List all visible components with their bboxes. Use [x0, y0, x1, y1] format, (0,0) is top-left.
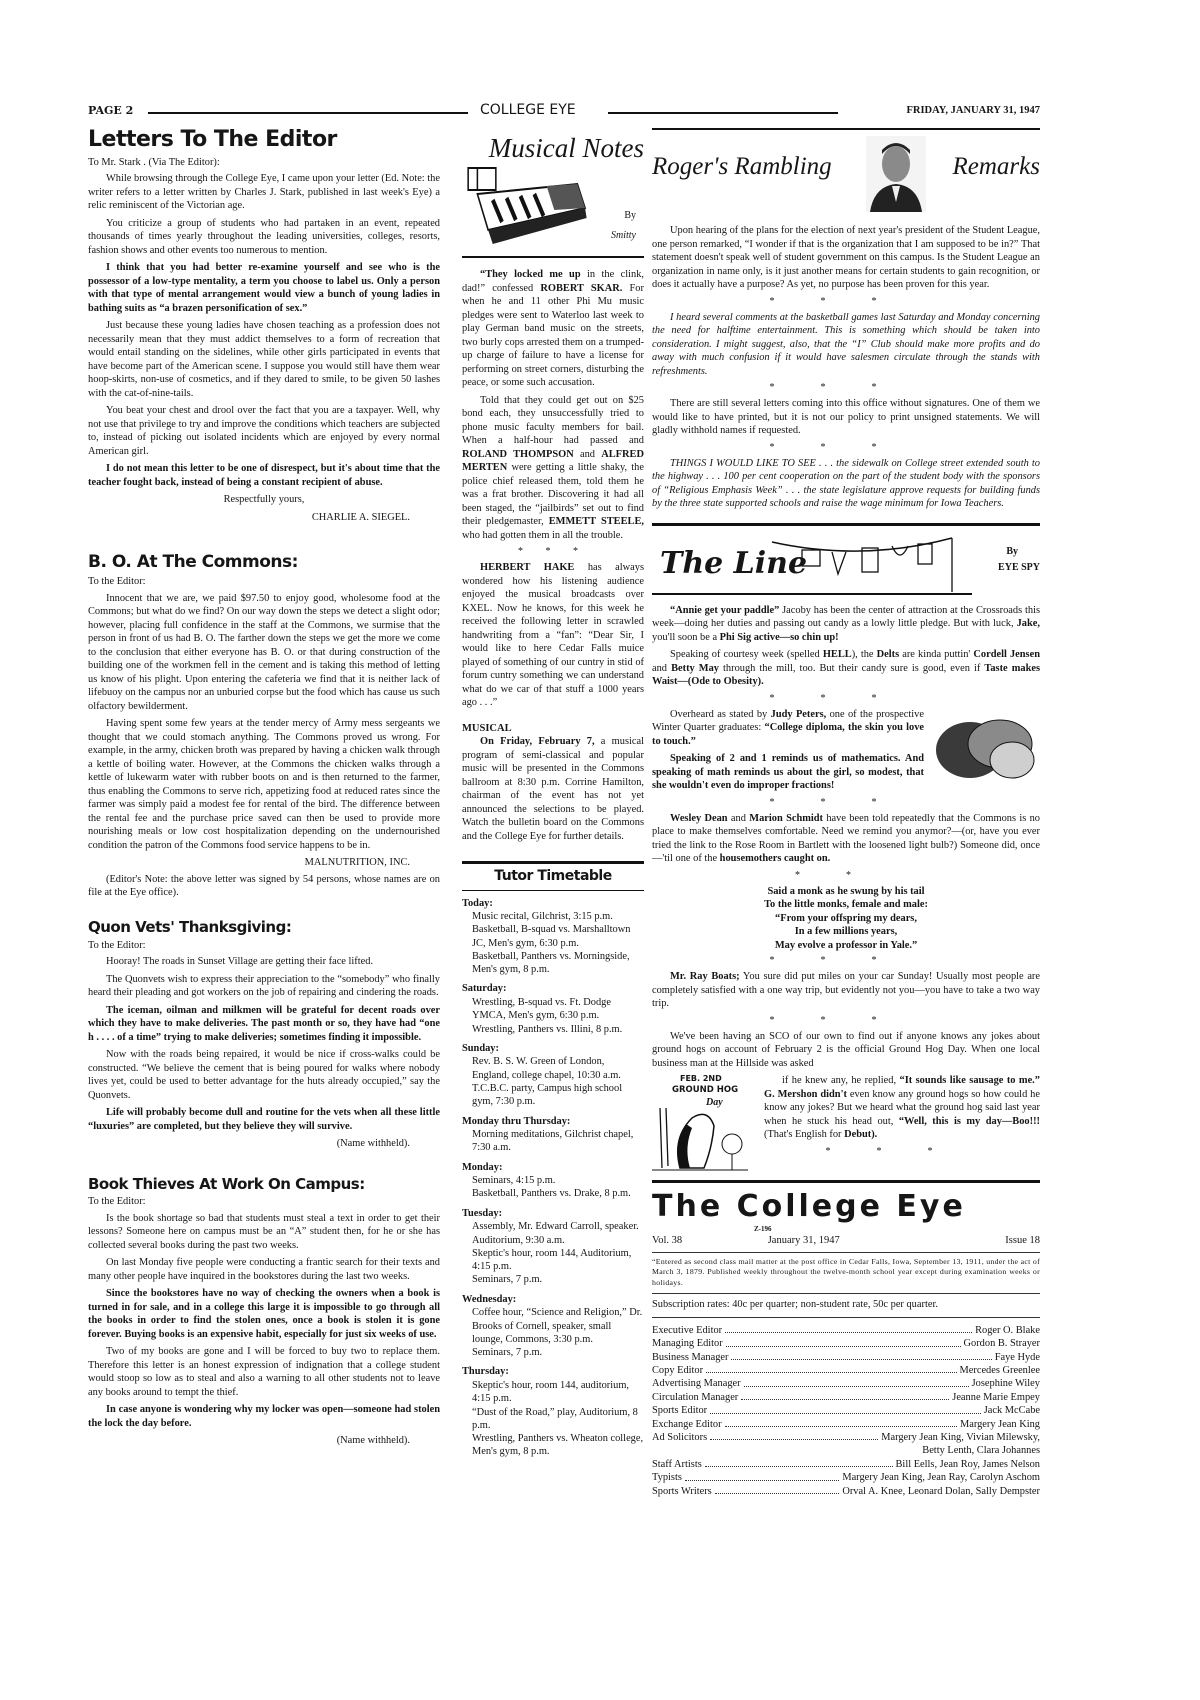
column-body-5 — [652, 1030, 1040, 1071]
poem-line: “From your offspring my dears, — [775, 912, 917, 924]
text-run: You criticize a group of students who had partaken in an event, repeated thousands of times yearly throughout the leading universities, colleges, resorts, fashion shows and other events too numerous to mention. — [88, 217, 440, 256]
bold-text: Taste makes Waist—(Ode to Obesity). — [652, 662, 1041, 687]
staff-role: Circulation Manager — [652, 1391, 739, 1403]
separator-stars: *** — [825, 1145, 979, 1157]
timetable-event: Wrestling, Panthers vs. Illini, 8 p.m. — [472, 1023, 623, 1035]
column-body-4 — [652, 970, 1040, 1011]
staff-role: Advertising Manager — [652, 1378, 741, 1390]
staff-row — [652, 1351, 1040, 1364]
text-run: While browsing through the College Eye, I came upon your letter (Ed. Note: the writer refers to a letter written by Charles J. Stark, published in last week's Eye) a relic reminiscent of the Victorian age. — [88, 173, 440, 211]
subheading-musical: MUSICAL — [462, 722, 512, 734]
separator-stars: *** — [769, 1014, 923, 1026]
dot-leader — [710, 1431, 878, 1440]
poem-line: To the little monks, female and male: — [764, 899, 928, 910]
separator-stars: *** — [769, 692, 923, 704]
timetable-event: Skeptic's hour, room 144, Auditorium, 4:15 p.m. — [472, 1247, 632, 1273]
text-run: if he knew any, he replied, — [782, 1075, 900, 1086]
bold-text: I do not mean this letter to be one of disrespect, but it's about time that the teacher fought back, instead of being a constant recipient of abuse. — [88, 463, 440, 488]
column-body-3 — [652, 812, 1040, 866]
staff-role: Executive Editor — [652, 1324, 723, 1336]
right-column — [652, 128, 1040, 1498]
staff-row — [652, 1485, 1040, 1498]
staff-role: Typists — [652, 1472, 682, 1484]
timetable-event: Basketball, Panthers vs. Drake, 8 p.m. — [472, 1188, 631, 1200]
paragraph — [88, 319, 440, 400]
column-body-2 — [462, 561, 644, 710]
timetable-event: Music recital, Gilchrist, 3:15 p.m. — [472, 911, 613, 922]
paragraph — [88, 172, 440, 213]
rogers-rambling-remarks — [652, 128, 1040, 515]
staff-name: Josephine Wiley — [971, 1378, 1040, 1390]
text-run: you'll soon be a — [652, 631, 720, 643]
masthead — [652, 1189, 1040, 1498]
staff-role: Exchange Editor — [652, 1418, 722, 1430]
bold-text: Judy Peters, — [770, 708, 827, 720]
timetable-event: Seminars, 4:15 p.m. — [472, 1175, 556, 1187]
italic-text: I heard several comments at the basketball games last Saturday and Monday concerning the need for halftime entertainment. This is something which should be taken into consideration. I might suggest, also, that the “I” Club should make more profits and do away with much confusion if it would have salesmen circulate through the stands with refreshments. — [652, 311, 1040, 377]
paragraph — [652, 812, 1040, 866]
signature: MALNUTRITION, INC. — [304, 857, 410, 869]
column-title-left: Roger's Rambling — [652, 153, 832, 180]
staff-name: Margery Jean King, Jean Ray, Carolyn Aschom — [842, 1472, 1040, 1484]
staff-name: Bill Eells, Jean Roy, James Nelson — [895, 1458, 1040, 1470]
column-body-3 — [652, 397, 1040, 438]
text-run: were getting a little shaky, the police chief released them, told them he was a frat brother. Discovering it had all been staged, the “jailbirds” set out to find their pledgemaster, — [462, 462, 644, 527]
column-body-4 — [652, 457, 1040, 511]
letter-body — [88, 1212, 440, 1431]
paragraph — [88, 1403, 440, 1430]
book-thieves — [88, 1175, 440, 1448]
subscription-rates: Subscription rates: 40c per quarter; non-student rate, 50c per quarter. — [652, 1299, 938, 1311]
column-title: The Line — [660, 545, 808, 581]
poem-line: In a few millions years, — [794, 926, 898, 937]
text-run: (That's English for — [764, 1129, 845, 1140]
text-run: Now with the roads being repaired, it would be nice if cross-walks could be constructed. “We believe the cement that is being poured for walks where nobody lives yet, could be used to better advantage for the huts already occupied,” say the Quonvets. — [88, 1049, 440, 1101]
staff-row — [652, 1431, 1040, 1444]
staff-name: Margery Jean King — [959, 1418, 1040, 1430]
bold-text: “Annie get your paddle” — [670, 604, 780, 616]
timetable-event: T.C.B.C. party, Campus high school gym, 7:30 p.m. — [472, 1082, 623, 1108]
timetable-event: Basketball, B-squad vs. Marshalltown JC, Men's gym, 6:30 p.m. — [472, 924, 631, 949]
timetable-event: Skeptic's hour, room 144, auditorium, 4:15 p.m. — [472, 1379, 630, 1405]
paragraph — [88, 1004, 440, 1045]
staff-role: Copy Editor — [652, 1364, 704, 1376]
column-body — [462, 268, 644, 542]
paragraph — [652, 708, 924, 749]
column-body-2 — [652, 708, 924, 793]
bo-at-commons — [88, 552, 440, 904]
column-body-2 — [652, 311, 1040, 379]
text-run: and — [652, 662, 672, 674]
text-run: Jacoby has been the center of attraction at the Crossroads this week—doing her duties and passing out candy as a lowly little pledge. But with luck, — [652, 604, 1040, 629]
dot-leader — [741, 1391, 949, 1400]
staff-row — [652, 1404, 1040, 1417]
masthead-title: The College Eye — [652, 1189, 966, 1224]
staff-row — [652, 1337, 1040, 1350]
groundhog-label-title: GROUND HOG — [672, 1085, 739, 1095]
ground-hog-intro: We've been having an SCO of our own to find out if anyone knows any jokes about ground hogs on account of February 2 is the official Ground Hog Day. When one local business man at the Hillside was asked — [652, 1030, 1040, 1069]
middle-column — [462, 132, 644, 1459]
poem-line: Said a monk as he swung by his tail — [767, 885, 925, 897]
paragraph — [88, 404, 440, 458]
staff-row — [652, 1458, 1040, 1471]
fruit-illustration — [930, 708, 1040, 786]
dot-leader — [731, 1351, 991, 1360]
timetable-day: Today: — [462, 897, 493, 909]
staff-name: Gordon B. Strayer — [963, 1338, 1040, 1350]
text-run: and — [573, 448, 602, 460]
poem — [652, 885, 1040, 953]
timetable-event: Coffee hour, “Science and Religion,” Dr. Brooks of Cornell, speaker, small lounge, Commons, 3:30 p.m. — [472, 1307, 643, 1345]
tutor-timetable — [462, 864, 644, 1459]
text-run: Overheard as stated by — [670, 708, 771, 720]
timetable-day: Monday thru Thursday: — [462, 1115, 571, 1127]
timetable-event: “Dust of the Road,” play, Auditorium, 8 p.m. — [472, 1406, 638, 1431]
byline-by: By — [624, 210, 636, 221]
paragraph — [462, 268, 644, 390]
paragraph — [462, 561, 644, 710]
note-text: (Editor's Note: the above letter was signed by 54 persons, whose names are on file at the Eye office). — [88, 873, 440, 899]
paragraph — [764, 1074, 1040, 1142]
bold-text: On Friday, February 7, — [480, 736, 595, 747]
bold-text: Debut). — [844, 1129, 878, 1140]
bold-text: The iceman, oilman and milkmen will be grateful for decent roads over which they have to make deliveries. The past month or so, they have had “one h . . . . of a time” trying to make deliveries; sometimes finding it impossible. — [88, 1004, 440, 1043]
text-run: On last Monday five people were conducting a frantic search for their texts and many other people have inquired in the bookstores during the last two weeks. — [88, 1257, 440, 1282]
dot-leader — [706, 1364, 956, 1373]
text-run: and — [727, 812, 750, 824]
text-run: who had gotten them in all the trouble. — [462, 529, 624, 541]
text-run: Having spent some few years at the tender mercy of Army mess sergeants we thought that we could stomach anything. The Commons proved us wrong. For example, in the army, chicken broth was prepared by having a chicken walk through a kettle of boiling water. However, at the Commons the chicken walks through a kettle of lukewarm water with rubber boots on and is then returned to the farmer, thus enabling the Commons to serve rich, appetizing food at reduced rates since the farmer was simply paid a modest fee for rental of the bird. The difference between the rental fee and the purchase price saved can then be used to provide more nourishing meals or low cost hospitalization depending on the undernourished condition the patron of the Commons food service happens to be in. — [88, 718, 440, 851]
signature: CHARLIE A. SIEGEL. — [311, 511, 410, 523]
text-run: Just because these young ladies have chosen teaching as a profession does not necessarily mean that they must addict themselves to a form of recreation that would entail standing on the sidelines, while other girls participated in events that have become part of the American scene. I suppose you would still have them wear hoop-skirts, non-use of cosmetics, and if they dared to smile, to be given 50 lashes with the cat-of-nine-tails. — [88, 320, 440, 399]
timetable-day: Sunday: — [462, 1042, 499, 1054]
bold-text: Cordell Jensen — [973, 649, 1040, 660]
staff-name: Jeanne Marie Empey — [952, 1391, 1040, 1403]
text-run: There are still several letters coming into this office without signatures. One of them we would like to have printed, but it is not our policy to print unsigned statements. We will gladly withhold names if requested. — [652, 398, 1040, 436]
bold-text: “They locked me up — [480, 269, 581, 280]
paragraph — [88, 717, 440, 852]
paragraph — [652, 752, 924, 793]
timetable-event: Seminars, 7 p.m. — [472, 1347, 543, 1359]
column-body — [652, 604, 1040, 689]
page-number: PAGE 2 — [88, 104, 134, 117]
bold-text: In case anyone is wondering why my locker was open—someone had stolen the lock the day before. — [88, 1404, 440, 1429]
header-rule-right — [608, 112, 838, 114]
bold-text: HELL — [822, 649, 852, 660]
separator-stars: * * * — [518, 546, 588, 557]
postal-notice: “Entered as second class mail matter at the post office in Cedar Falls, Iowa, September 13, 1911, under the act of March 3, 1879. Published weekly throughout the twelve-month school year except during examination weeks or holidays. — [652, 1257, 1040, 1287]
text-run: You beat your chest and drool over the fact that you are a taxpayer. Well, why not use that privilege to try and improve the conditions which teachers are subjected to, instead of picking out isolated incidents which are enjoyed by every normal American girl. — [88, 405, 440, 457]
text-run: through the mill, too. But their candy sure is good, even if — [718, 662, 985, 674]
dot-leader — [715, 1485, 840, 1494]
column-body-6 — [764, 1074, 1040, 1142]
column-body-3 — [462, 735, 644, 843]
bold-text: “College diploma, the skin you love to touch.” — [652, 722, 925, 747]
staff-name: Jack McCabe — [983, 1405, 1040, 1417]
paragraph — [88, 462, 440, 489]
byline-by: By — [1006, 545, 1018, 557]
timetable-event: Wrestling, Panthers vs. Wheaton college, Men's gym, 8 p.m. — [472, 1433, 644, 1458]
timetable-event: Rev. B. S. W. Green of London, England, college chapel, 10:30 a.m. — [472, 1056, 621, 1081]
paragraph — [462, 735, 644, 843]
paragraph — [88, 973, 440, 1000]
staff-row — [652, 1364, 1040, 1377]
section-divider — [652, 523, 1040, 526]
groundhog-label-day: Day — [706, 1097, 723, 1108]
staff-name: Mercedes Greenlee — [959, 1364, 1040, 1376]
salutation: To Mr. Stark . (Via The Editor): — [88, 156, 220, 168]
text-run: Innocent that we are, we paid $97.50 to enjoy good, wholesome food at the Commons; but what do we find? On our way down the steps we detect a slight odor; however, placing full confidence in the staff at the Commons, we surmise that the person in front of us had B. O. The farther down the steps we get the more we come to the conclusion that either everyone has B. O. or that during construction of the building one of the workmen fell in the cement and is taking this method of letting us know of his plight. Upon entering the cafeteria we find that it is neither lack of lifebuoy on the campus nor an unburied corpse but the food which has cause us such olfactory bewilderment. — [88, 592, 440, 712]
paragraph — [88, 1287, 440, 1341]
staff-row — [652, 1471, 1040, 1484]
author-photo — [866, 136, 926, 212]
paragraph — [652, 311, 1040, 379]
paragraph — [652, 648, 1040, 689]
timetable-event: Assembly, Mr. Edward Carroll, speaker. Auditorium, 9:30 a.m. — [472, 1221, 639, 1246]
dot-leader — [685, 1471, 839, 1480]
salutation: To the Editor: — [88, 1196, 146, 1208]
paragraph — [652, 224, 1040, 292]
piano-keys-illustration — [462, 164, 602, 252]
signature: (Name withheld). — [336, 1138, 410, 1149]
text-run: You sure did put miles on your car Sunday! Usually most people are completely satisfied with a one way trip, but evidently not you—you have to take a two way trip. — [652, 971, 1040, 1009]
staff-row — [652, 1377, 1040, 1390]
staff-name: Faye Hyde — [994, 1351, 1040, 1363]
column-title: Musical Notes — [488, 133, 644, 163]
staff-name: Roger O. Blake — [975, 1324, 1040, 1336]
salutation: To the Editor: — [88, 576, 146, 588]
timetable-day: Saturday: — [462, 983, 507, 995]
issue-number: Issue 18 — [1005, 1235, 1040, 1246]
bold-text: “Well, this is my day—Boo!!! — [898, 1115, 1040, 1127]
section-title: B. O. At The Commons: — [88, 552, 298, 572]
text-run: in the clink, dad!” confessed — [462, 269, 644, 294]
text-run: The Quonvets wish to express their appreciation to the “somebody” who finally heard their pleading and got workers on the job of repairing and cindering the roads. — [88, 973, 440, 998]
paragraph — [652, 457, 1040, 511]
timetable-day: Monday: — [462, 1161, 503, 1173]
paragraph — [88, 1256, 440, 1283]
salutation: To the Editor: — [88, 939, 146, 951]
letter-body — [88, 172, 440, 489]
bold-text: ROLAND THOMPSON — [462, 448, 574, 460]
bold-text: I think that you had better re-examine yourself and see who is the possessor of a low-type mentality, a term you choose to label us. Only a person with that type of mental arrangement would view a bunch of young ladies in bathing suits as “a brazen personification of sex.” — [88, 262, 440, 314]
timetable-event: Wrestling, B-squad vs. Ft. Dodge YMCA, Men's gym, 6:30 p.m. — [472, 996, 611, 1022]
staff-row — [652, 1391, 1040, 1404]
staff-role: Sports Editor — [652, 1405, 708, 1417]
the-line-column — [652, 532, 1040, 1175]
section-title: Book Thieves At Work On Campus: — [88, 1174, 365, 1193]
bold-text: Life will probably become dull and routine for the vets when all these little “luxuries” are completed, but they believe they will survive. — [88, 1107, 440, 1132]
timetable-event: Basketball, Panthers vs. Morningside, Men's gym, 8 p.m. — [472, 950, 630, 976]
timetable-title: Tutor Timetable — [462, 864, 644, 891]
staff-role: Ad Solicitors — [652, 1431, 708, 1443]
byline-author: Smitty — [611, 230, 636, 241]
header-rule-left — [148, 112, 468, 114]
paragraph — [652, 397, 1040, 438]
separator-stars: *** — [769, 796, 923, 808]
staff-role: Staff Artists — [652, 1458, 702, 1470]
italic-text: THINGS I WOULD LIKE TO SEE . . . the sidewalk on College street extended south to the highway . . . 100 per cent cooperation on the part of the student body with the sponsors of “Religious Emphasis Week” . . . the state legislature approve requests for building funds by the three state supported schools and raise the wage minimum for Iowa Teachers. — [652, 457, 1040, 509]
byline-author: EYE SPY — [998, 561, 1040, 573]
paper-name: COLLEGE EYE — [480, 102, 576, 118]
paragraph — [88, 261, 440, 315]
bold-text: ROBERT SKAR. — [540, 282, 623, 294]
left-column — [88, 126, 440, 1448]
quon-vets — [88, 918, 440, 1151]
bold-text: Betty May — [671, 662, 719, 674]
paragraph — [88, 1048, 440, 1102]
staff-row — [652, 1418, 1040, 1431]
letter-body — [88, 955, 440, 1133]
page-header — [88, 104, 1040, 120]
dot-leader — [705, 1458, 893, 1467]
masthead-code: Z-196 — [754, 1225, 772, 1233]
paragraph — [462, 394, 644, 543]
paragraph — [88, 955, 440, 969]
separator-stars: *** — [769, 382, 923, 393]
timetable-event: Seminars, 7 p.m. — [472, 1274, 543, 1286]
bold-text: Mr. Ray Boats; — [670, 971, 740, 982]
text-run: are kinda puttin' — [899, 649, 974, 660]
separator-stars: *** — [769, 955, 923, 966]
letters-to-editor — [88, 126, 440, 524]
timetable-day: Wednesday: — [462, 1293, 517, 1305]
masthead-top-rule — [652, 1180, 1040, 1183]
staff-name: Orval A. Knee, Leonard Dolan, Sally Dempster — [842, 1485, 1040, 1497]
paragraph — [88, 217, 440, 258]
text-run: Speaking of courtesy week (spelled — [670, 649, 823, 660]
separator-stars: *** — [769, 295, 923, 307]
text-run: Two of my books are gone and I will be forced to buy two to replace them. Therefore this letter is an honest expression of indignation that a college student would stoop so low as to steal and also a warning to all other students not to leave any books around to tempt the thief. — [88, 1346, 440, 1398]
letter-body — [88, 592, 440, 853]
text-run: has always wondered how his listening audience enjoyed the musical broadcasts over KXEL. Now he knows, for this week he received the following letter in scrawled handwriting from a “fan”: “Dear Sir, I would like to here Cedar Falls muice played of something of our cuntry in stid of forum cuntry something we can understand what do we car of that stuff a 1000 years ago . . .” — [462, 562, 644, 708]
dot-leader — [725, 1324, 972, 1333]
closing: Respectfully yours, — [223, 494, 305, 505]
column-body — [652, 224, 1040, 292]
divider — [462, 256, 644, 258]
timetable-event: Morning meditations, Gilchrist chapel, 7:30 a.m. — [472, 1129, 634, 1154]
dot-leader — [710, 1404, 981, 1413]
separator-stars: ** — [795, 869, 897, 881]
paragraph — [88, 1212, 440, 1253]
text-run: have been told repeatedly that the Commons is no place to make themselves comfortable. Need we remind you anymor?—(or, have you ever tried the link to the Rose Room in Bartlett with the loosened light bulb?) Someone did, once—'til one of the — [652, 812, 1040, 864]
timetable-day: Tuesday: — [462, 1207, 503, 1219]
timetable-list — [462, 897, 644, 1459]
text-run: Told that they could get out on $25 bond each, they unsuccessfully tried to phone music faculty members for bail. When a half-hour had passed and — [462, 394, 644, 446]
masthead-date: January 31, 1947 — [767, 1235, 840, 1246]
paragraph — [652, 970, 1040, 1011]
dot-leader — [744, 1377, 969, 1386]
paragraph — [88, 592, 440, 714]
paragraph — [88, 1106, 440, 1133]
bold-text: HERBERT HAKE — [480, 562, 575, 573]
groundhog-label-date: FEB. 2ND — [680, 1074, 722, 1083]
text-run: one of the prospective Winter Quarter graduates: — [652, 708, 924, 733]
text-run: ), the — [851, 649, 877, 660]
bold-text: EMMETT STEELE, — [548, 516, 644, 527]
staff-name-continued: Betty Lenth, Clara Johannes — [922, 1445, 1040, 1457]
paragraph — [88, 1345, 440, 1399]
text-run: Hooray! The roads in Sunset Village are getting their face lifted. — [106, 956, 374, 967]
staff-role: Sports Writers — [652, 1485, 712, 1497]
staff-name: Margery Jean King, Vivian Milewsky, — [881, 1431, 1040, 1443]
dot-leader — [725, 1418, 957, 1427]
section-title: Letters To The Editor — [88, 127, 337, 152]
timetable-day: Thursday: — [462, 1366, 509, 1378]
poem-line: May evolve a professor in Yale.” — [774, 939, 918, 951]
issue-date: FRIDAY, JANUARY 31, 1947 — [906, 105, 1040, 116]
bold-text: Wesley Dean — [670, 812, 728, 824]
text-run: Is the book shortage so bad that students must steal a text in order to get their lessons? Someone here on campus must be an “A” student then, for he or she has collected several books during the past two weeks. — [88, 1212, 440, 1251]
bold-text: Speaking of 2 and 1 reminds us of mathematics. And speaking of math reminds us about the girl, so modest, that she wouldn't even do improper fractions! — [652, 753, 924, 791]
staff-role: Managing Editor — [652, 1338, 723, 1350]
volume: Vol. 38 — [652, 1235, 683, 1246]
text-run: a musical program of semi-classical and popular music will be presented in the Commons ballroom at 8:30 p.m. Corrine Hamilton, chairman of the event has not yet announced the selections to be played. Watch the bulletin board on the Commons and the College Eye for further details. — [462, 736, 644, 842]
separator-stars: *** — [769, 441, 923, 453]
bold-text: Since the bookstores have no way of checking the owners when a book is turned in for sale, and in a college this large it is impossible to go through all the books in order to find the stolen ones, once a book is stolen it is gone forever. Buying books is an expensive habit, especially for just six weeks of use. — [88, 1288, 440, 1340]
bold-text: Marion Schmidt — [749, 812, 824, 824]
paragraph — [652, 604, 1040, 645]
bold-text: housemothers caught on. — [719, 853, 831, 864]
text-run: Upon hearing of the plans for the election of next year's president of the Student League, one person remarked, “I wonder if that is the organization that I am supposed to be in?” That statement doesn't speak well of student government on this campus. Is the Student League an organization in name only, is it just another means for certain students to gain recognition, or does it actually have a purpose? As yet, no purpose has been proven for this year. — [652, 225, 1040, 290]
staff-row — [652, 1324, 1040, 1337]
bold-text: Jake, — [1016, 618, 1040, 629]
editors-note — [88, 873, 440, 900]
dot-leader — [726, 1337, 961, 1346]
musical-notes — [462, 132, 644, 847]
staff-list — [652, 1324, 1040, 1498]
column-title-right: Remarks — [952, 153, 1040, 180]
bold-text: Delts — [876, 649, 900, 660]
text-run: For when he and 11 other Phi Mu music pledges were sent to Waterloo last week to play German band music on the streets, two burly cops arrested them on a trumped-up charge of failure to have a license for performing on street corners, disturbing the peace, or some such accusation. — [462, 282, 644, 388]
bold-text: Phi Sig active—so chin up! — [719, 631, 839, 643]
staff-role: Business Manager — [652, 1351, 729, 1363]
section-title: Quon Vets' Thanksgiving: — [88, 917, 292, 936]
bold-text: “It sounds like sausage to me.” G. Mershon didn't — [764, 1075, 1040, 1100]
bold-text: ALFRED MERTEN — [462, 448, 644, 473]
text-run: even know any ground hogs so how could he know any jokes? But we heard what the ground hog said last year when he stuck his head out, — [764, 1088, 1040, 1127]
signature: (Name withheld). — [336, 1435, 410, 1447]
